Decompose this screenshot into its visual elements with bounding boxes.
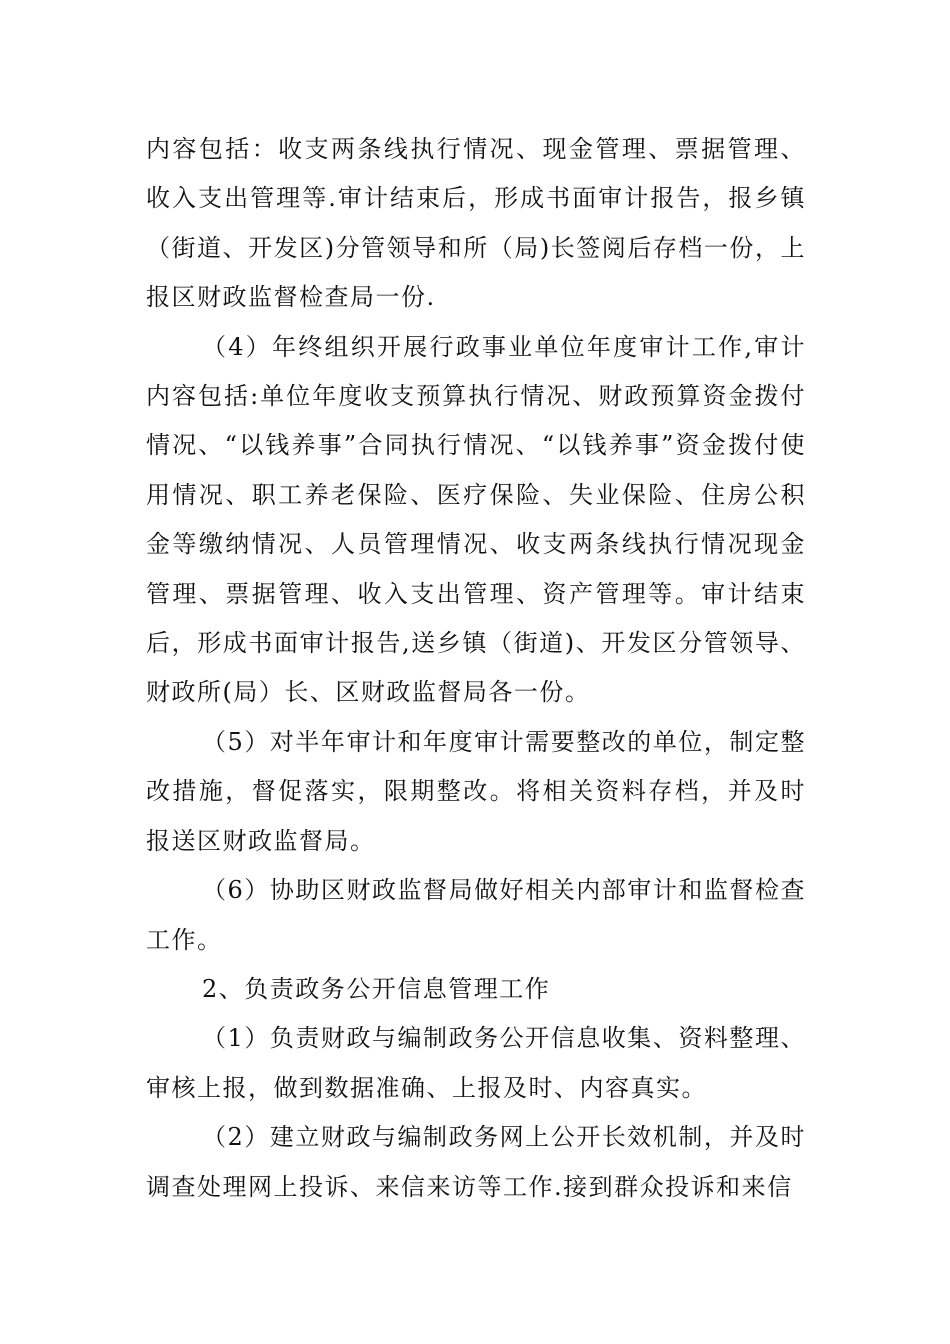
paragraph-item-5: （5）对半年审计和年度审计需要整改的单位，制定整改措施，督促落实，限期整改。将相关资料存档，并及时报送区财政监督局。 — [146, 727, 806, 855]
paragraph-sub-item-1: （1）负责财政与编制政务公开信息收集、资料整理、审核上报，做到数据准确、上报及时、内容真实。 — [146, 1024, 806, 1102]
paragraph-sub-item-2: （2）建立财政与编制政务网上公开长效机制，并及时调查处理网上投诉、来信来访等工作.接到群众投诉和来信 — [146, 1123, 806, 1201]
section-heading-2: 2、负责政务公开信息管理工作 — [202, 974, 551, 1003]
paragraph-continuation: 内容包括：收支两条线执行情况、现金管理、票据管理、收入支出管理等.审计结束后，形成书面审计报告，报乡镇（街道、开发区)分管领导和所（局)长签阅后存档一份，上报区财政监督检查局一份. — [146, 135, 806, 312]
paragraph-item-6: （6）协助区财政监督局做好相关内部审计和监督检查工作。 — [146, 876, 806, 954]
paragraph-item-4: （4）年终组织开展行政事业单位年度审计工作,审计内容包括:单位年度收支预算执行情况、财政预算资金拨付情况、“以钱养事”合同执行情况、“以钱养事”资金拨付使用情况、职工养老保险、医疗保险、失业保险、住房公积金等缴纳情况、人员管理情况、收支两条线执行情况现金管理、票据管理、收入支出管理、资产管理等。审计结束后，形成书面审计报告,送乡镇（街道)、开发区分管领导、财政所(局）长、区财政监督局各一份。 — [146, 332, 806, 707]
document-body — [146, 125, 806, 1212]
